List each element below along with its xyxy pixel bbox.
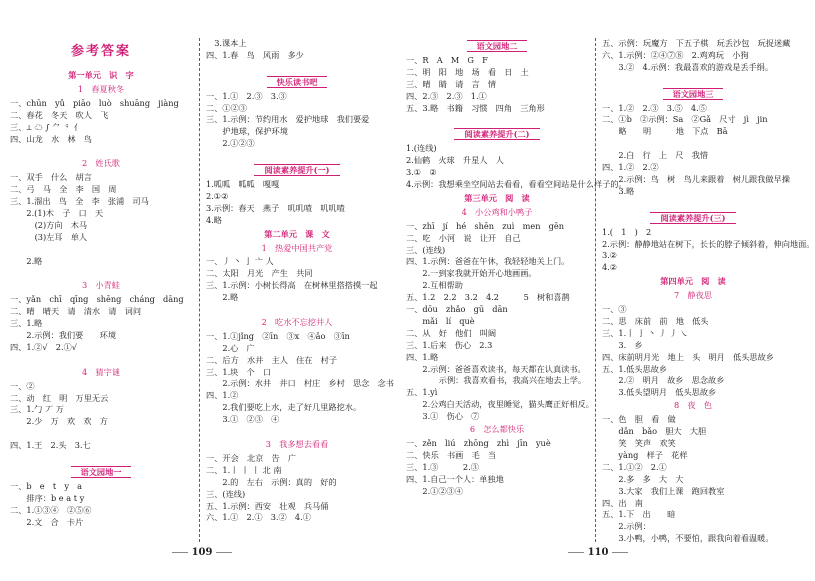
answer-line: 三、(连线) [406, 244, 446, 255]
answer-line: 三、⟂ ☁ ∫ ⺈ ⺀ ⺅ [10, 121, 82, 132]
lesson-heading: 2 姓氏歌 [82, 158, 120, 169]
answer-line: 3.大家 我们上课 跑回教室 [602, 485, 725, 496]
answer-line: 一、zěn liú zhōng zhì jīn yuè [406, 438, 551, 448]
answer-line: 四、1.② 2.② [602, 162, 659, 173]
answer-line: 3.① ②③ ④ [206, 414, 280, 425]
answer-line: 3. 乡 [602, 339, 643, 350]
answer-line: 一、② [10, 380, 35, 391]
unit-heading: 第一单元 识 字 [68, 70, 134, 80]
answer-line: 一、双手 什么 胡言 [10, 172, 92, 183]
answer-line: 二、①b ②示例：Sa ②Gǎ 尺寸 jì jin [602, 114, 768, 125]
answer-line: 二、动 红 明 万里无云 [10, 392, 109, 403]
answer-line: 三、1.溜出 鸟 全 李 张浦 司马 [10, 196, 149, 207]
answer-line: 2.互相帮助 [406, 280, 463, 291]
answer-line: 2.少 万 欢 欢 方 [10, 416, 108, 427]
answer-line: 二、从 好 他们 叫阔 [406, 327, 497, 338]
lesson-heading: 3 小青蛙 [82, 280, 120, 291]
answer-line: 四、1.王 2.头 3.七 [10, 440, 91, 451]
answer-line: 2.多 多 大 大 [602, 473, 684, 484]
answer-line: 2.仙鹤 火球 升星人 人 [406, 155, 504, 166]
answer-line: 二、快乐 书画 毛 当 [406, 449, 497, 460]
section-heading [204, 164, 390, 177]
section-heading [404, 40, 590, 53]
answer-line: 示例：我喜欢看书，我高兴在地去上学。 [406, 375, 587, 386]
unit-heading: 第四单元 阅 读 [660, 276, 726, 287]
answer-line: 三、1.略 [10, 318, 43, 329]
lesson-heading: 1 热爱中国共产党 [261, 242, 333, 253]
section-heading-label: 语文园地三 [663, 88, 724, 100]
right-page [404, 0, 815, 560]
answer-line: 二、春花 冬天 吹人 飞 [10, 109, 109, 120]
answer-line: 3.小鸭，小鸭，不要怕，跟我向着看温暖。 [602, 533, 774, 544]
answer-line: 1.(连线) [406, 143, 437, 154]
section-heading [600, 88, 786, 101]
answer-line: 二、晴 晴天 请 清水 请 词问 [10, 306, 142, 317]
answer-line: 一、chūn yǔ piāo luò shuāng jiàng [10, 97, 179, 108]
answer-line: 四、1.②√ 2.①√ [10, 341, 77, 352]
answer-line: dǎn bǎo 胆大 大胆 [602, 426, 707, 437]
answer-line: mǎi lí què [406, 315, 483, 326]
answer-line: 排序：b e a t y [10, 492, 85, 503]
answer-line: 四、2.③ 2.③ 1.① [406, 90, 487, 101]
lesson-heading: 6 怎么都快乐 [469, 424, 525, 435]
answer-line: 2.一到家我就开始开心地画画。 [406, 268, 537, 279]
answer-line: 四、1.略 [406, 351, 439, 362]
answer-line: 四、1.示例：爸爸在午休，我轻轻地关上门。 [406, 256, 570, 267]
answer-line: 二、弓 马 全 李 国 周 [10, 184, 117, 195]
answer-line: 2.①②③ [206, 138, 255, 149]
answer-line: (3)左耳 单人 [10, 231, 88, 242]
answer-line: 一、R A M G F [406, 54, 488, 65]
answer-line: 三、1.示例：节约用水 爱护地球 我们要爱 [206, 114, 370, 125]
answer-line: 2.示例：爸爸喜欢读书，每天都在认真读书。 [406, 363, 586, 374]
lesson-heading: 7 静夜思 [674, 290, 712, 301]
lesson-heading: 4 小公鸡和小鸭子 [461, 206, 533, 217]
section-heading-label: 语文园地二 [467, 40, 528, 52]
answer-line: 二、吃 小河 说 让开 自己 [406, 232, 521, 243]
answer-line: 六、1.① 2.① 3.② 4.① [206, 512, 311, 523]
answer-line: 二、太阳 月光 产生 共同 [206, 268, 313, 279]
answer-line: 3.① ② [406, 167, 437, 178]
answer-line: 三、晴 睛 请 言 情 [406, 78, 497, 89]
lesson-heading: 2 吃水不忘挖井人 [261, 316, 333, 327]
section-heading [404, 128, 590, 141]
answer-line: 一、yǎn chī qīng shēng cháng dāng [10, 294, 184, 305]
answer-line: 4.略 [206, 214, 222, 225]
answer-line: 2.公鸡白天活动，夜里睡觉，猫头鹰正好相反。 [406, 399, 594, 410]
answer-line: 四、1.自己一个人：单独地 [406, 473, 521, 484]
answer-key-title: 参考答案 [70, 44, 131, 59]
answer-line: 3.低头望明月 低头思故乡 [602, 387, 717, 398]
answer-line: 2.心 广 [206, 342, 255, 353]
section-heading-label: 快乐读书吧 [267, 76, 328, 88]
section-heading-label: 阅读素养提升(二) [454, 128, 539, 140]
answer-line: 一、⼃ ⼂ ⼅ ⼇ ⼈ [206, 256, 274, 267]
answer-line: yàng 样子 花样 [602, 449, 688, 460]
page-number: 110 [404, 547, 792, 558]
answer-line: 2.示例：我们要 环境 [10, 330, 117, 341]
answer-line: 三、1.后来 伤心 2.3 [406, 339, 493, 350]
answer-line [8, 428, 194, 440]
answer-line: 三、1.③ 2.③ [406, 461, 479, 472]
answer-line: 2.示例：静静地站在树下，长长的脖子倾斜着，伸向地面。 [602, 238, 815, 249]
answer-line: 五、示例：玩魔方 下五子棋 玩丢沙包 玩捉迷藏 [602, 38, 791, 48]
answer-line: 笑 笑声 欢笑 [602, 438, 676, 448]
left-column-1 [8, 38, 194, 529]
answer-line: 二、①②③ [206, 102, 247, 113]
answer-line: 2.文 合 卡片 [10, 516, 84, 527]
answer-line: 五、1.yì [406, 387, 438, 398]
answer-line: 3.① 伤心 ⑦ [406, 411, 480, 422]
answer-line: 三、1.示例：小树长得高 在树林里搭搭摸一起 [206, 280, 378, 291]
section-heading-label: 语文园地一 [71, 466, 132, 478]
answer-line: 1.呱呱 呱呱 嘎嘎 [206, 178, 280, 189]
answer-line: 3.略 [602, 185, 635, 196]
answer-line: 二、1.丨 ⼁ 丨 北 南 [206, 464, 282, 475]
answer-line: 四、山龙 水 林 鸟 [10, 133, 92, 144]
answer-line: 五、1.2 2.2 3.2 4.2 5 树和喜鹊 [406, 292, 570, 303]
section-heading-label: 阅读素养提升(一) [254, 164, 339, 176]
answer-line: 2.略 [10, 255, 43, 266]
answer-line: 护地球，保护环境 [206, 126, 288, 137]
unit-heading: 第三单元 阅 读 [464, 192, 530, 203]
unit-heading: 第二单元 课 文 [264, 228, 330, 239]
answer-line: 二、1.①② 2.① [602, 461, 667, 472]
answer-line: 三、1.⼓ 丆 万 [10, 404, 64, 415]
answer-line [600, 138, 786, 150]
lesson-heading: 4 猜字谜 [82, 366, 120, 377]
answer-line: 4.示例：我想乘坐空间站去看看，看看空间站是什么样子的。 [406, 178, 627, 189]
answer-line: 2.示例：水井 井口 村庄 乡村 思念 念书 [206, 378, 394, 389]
answer-line: 一、zhī jí hé shēn zuì men gēn [406, 220, 565, 231]
lesson-heading: 1 春夏秋冬 [77, 83, 125, 94]
answer-line: 一、色 胆 看 做 [602, 414, 676, 425]
answer-line: 2.② 明月 故乡 思念故乡 [602, 375, 725, 386]
answer-line: 一、dōu zhǎo gū dān [406, 304, 508, 315]
answer-line: 二、后方 水井 主人 住在 村子 [206, 354, 338, 365]
answer-line: 四、出 南 [602, 497, 643, 508]
column-divider [199, 38, 200, 542]
answer-line: 三、(连线) [206, 488, 246, 499]
left-column-2 [204, 38, 394, 524]
page-number: 109 [8, 547, 396, 558]
right-column-2 [600, 38, 815, 545]
section-heading [600, 212, 786, 225]
answer-line: 一、③ [602, 304, 627, 315]
answer-line: 二、明 阳 地 场 看 日 土 [406, 66, 529, 77]
answer-line: 4.② [602, 262, 618, 273]
answer-line: 五、1.低头思故乡 [602, 363, 668, 374]
answer-line: (2)方向 木马 [10, 219, 88, 230]
answer-line [8, 244, 194, 256]
answer-line: 2.①② [206, 190, 229, 201]
section-heading-label: 阅读素养提升(三) [650, 212, 735, 224]
answer-line: 2.①②③④ [406, 485, 463, 496]
answer-line: 三、1.⼁ ⼅ ⼂ ⼃ 丿 ㇏ [602, 327, 689, 338]
answer-line: 1.( 1 ) 2 [602, 226, 660, 237]
column-divider [595, 38, 596, 542]
answer-line: 四、床前明月光 地上 头 明月 低头思故乡 [602, 351, 774, 362]
answer-line: 一、1.① 2.③ 3.③ [206, 90, 287, 101]
lesson-heading: 8 夜 色 [674, 400, 712, 411]
answer-line: 三、1.块 个 口 [206, 366, 272, 377]
left-page [8, 0, 396, 560]
answer-line: 2.的 左右 示例：真的 好的 [206, 476, 337, 487]
answer-line: 一、开会 北京 告 广 [206, 452, 297, 463]
answer-line: 一、1.② 2.③ 3.⑤ 4.⑤ [602, 102, 707, 113]
answer-line: 四、1.② [206, 390, 239, 401]
section-heading [8, 466, 194, 479]
answer-line: 二、1.①③④ ②⑤⑥ [10, 504, 92, 515]
answer-line: 3.示例：春天 燕子 叽叽喳 叽叽喳 [206, 202, 345, 213]
answer-line: 略 明 地 下点 Bā [602, 126, 728, 137]
answer-line: 3.② [602, 250, 618, 261]
answer-line: 五、1.下 出 暗 [602, 509, 676, 520]
lesson-heading: 3 我多想去看看 [265, 439, 329, 449]
answer-line: 二、思 床前 前 地 低头 [602, 315, 709, 326]
answer-line: 3.课本上 [206, 38, 247, 48]
answer-line: 四、1.春 鸟 风雨 多少 [206, 49, 304, 60]
answer-line: 五、3.略 书籍 习惯 四角 三角形 [406, 102, 545, 113]
answer-line: 2.白 行 上 尺 我惜 [602, 150, 709, 161]
answer-line: 六、1.示例：②④⑦⑧ 2.鸡鸡玩 小狗 [602, 49, 749, 60]
answer-line: 2.示例：鸟 树 鸟儿来跟着 树儿跟我做早操 [602, 173, 790, 184]
answer-line: 2.我们要吃上水，走了好几里路挖水。 [206, 402, 362, 413]
answer-line: 2.(1)木 子 口 天 [10, 207, 104, 218]
answer-line: 2.略 [206, 292, 239, 303]
section-heading [204, 76, 390, 89]
answer-line: 2.示例： [602, 521, 651, 532]
answer-line: 一、b e t y a [10, 480, 83, 491]
answer-line: 3.② 4.示例：我最喜欢的游戏是丢手绢。 [602, 61, 774, 72]
answer-line: 五、1.示例：西安 壮观 兵马俑 [206, 500, 329, 511]
answer-line: 一、1.①jǐng ②īn ③x ④ǎo ③īn [206, 330, 350, 341]
